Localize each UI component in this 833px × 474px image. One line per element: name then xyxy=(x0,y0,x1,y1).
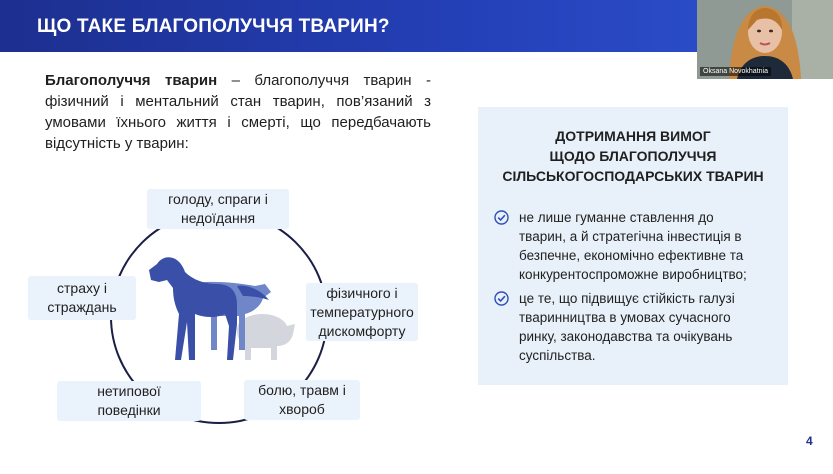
requirements-title xyxy=(478,126,788,186)
requirements-box xyxy=(478,107,788,385)
text-line: страждань xyxy=(47,299,117,315)
requirement-text xyxy=(519,208,774,284)
text-line: ринку, законодавства та очікувань xyxy=(519,329,733,344)
text-line: фізичного і xyxy=(326,284,398,301)
diagram-node-hunger xyxy=(147,189,289,229)
definition-paragraph xyxy=(45,70,431,154)
definition-term: Благополуччя тварин xyxy=(45,72,218,89)
text-line: поведінки xyxy=(97,402,161,418)
check-circle-icon xyxy=(494,291,509,306)
diagram-node-behavior xyxy=(57,381,201,421)
participant-video-tile[interactable] xyxy=(697,0,833,79)
page-number: 4 xyxy=(806,434,813,448)
definition-text: – благополуччя тварин - фізичний і ментальний стан тварин, пов’язаний з умовами їхнього життя і смерті, що передбачають відсутність у тварин: xyxy=(45,72,431,152)
text-line: страху і xyxy=(57,280,107,296)
text-line: дискомфорту xyxy=(318,322,406,339)
text-line: голоду, спраги і xyxy=(168,191,268,207)
check-circle-icon xyxy=(494,210,509,225)
text-line: не лише гуманне ставлення до xyxy=(519,210,714,225)
text-line: нетипової xyxy=(97,383,161,399)
text-line: температурного xyxy=(310,303,414,320)
text-line: тварин, а й стратегічна інвестиція в xyxy=(519,229,742,244)
text-line: болю, травм і xyxy=(258,382,346,398)
requirement-text xyxy=(519,289,774,365)
diagram-node-discomfort xyxy=(306,283,418,341)
text-line: ЩОДО БЛАГОПОЛУЧЧЯ xyxy=(549,148,717,164)
text-line: ДОТРИМАННЯ ВИМОГ xyxy=(555,128,711,144)
text-line: тваринництва в умовах сучасного xyxy=(519,310,731,325)
farm-animals-icon xyxy=(145,250,295,370)
text-line: СІЛЬСЬКОГОСПОДАРСЬКИХ ТВАРИН xyxy=(502,168,764,184)
text-line: конкурентоспроможне виробництво; xyxy=(519,267,747,282)
participant-name-label: Oksana Novokhatnia xyxy=(700,67,771,76)
diagram-node-pain xyxy=(244,380,360,420)
text-line: суспільства. xyxy=(519,348,596,363)
diagram-node-fear xyxy=(28,276,136,320)
text-line: це те, що підвищує стійкість галузі xyxy=(519,291,735,306)
slide-title: ЩО ТАКЕ БЛАГОПОЛУЧЧЯ ТВАРИН? xyxy=(37,16,390,37)
text-line: безпечне, економічно ефективне та xyxy=(519,248,744,263)
text-line: недоїдання xyxy=(180,210,256,226)
text-line: хвороб xyxy=(279,401,325,417)
